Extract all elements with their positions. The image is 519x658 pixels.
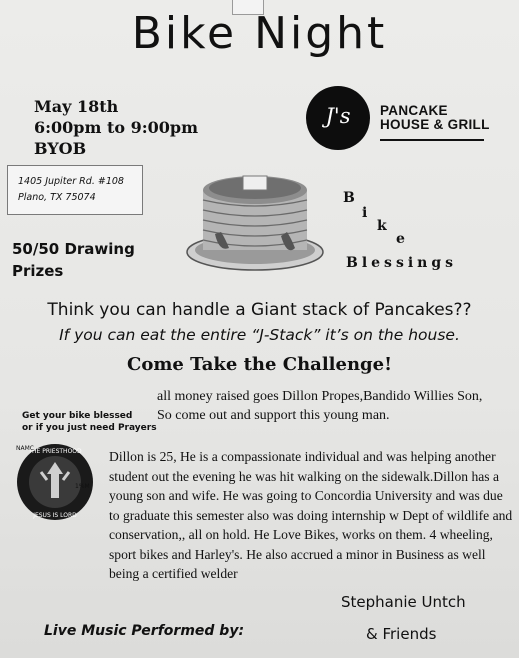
performer-line2: & Friends	[366, 625, 437, 643]
blessing-note-line2: or if you just need Prayers	[22, 423, 157, 433]
flyer-title: Bike Night	[131, 8, 388, 59]
drawing-prizes	[12, 238, 135, 282]
club-patch-icon	[13, 440, 97, 524]
performer-line1: Stephanie Untch	[341, 593, 466, 611]
event-time: 6:00pm to 9:00pm	[34, 118, 199, 137]
venue-name-line2: HOUSE & GRILL	[380, 117, 490, 132]
blessing-note-line1: Get your bike blessed	[22, 411, 133, 421]
venue-name-line1: PANCAKE	[380, 103, 448, 118]
venue-logo-name	[380, 104, 490, 146]
patch-left-text: NAMC	[16, 445, 34, 452]
blessing-letter: k	[377, 218, 387, 234]
logo-underline-icon	[380, 137, 484, 143]
pancake-stack-image	[185, 160, 325, 272]
blessing-word: Blessings	[346, 255, 457, 271]
event-date: May 18th	[34, 97, 119, 116]
blessing-letter: i	[362, 205, 368, 221]
blessing-letter: B	[343, 190, 355, 206]
blessing-note	[22, 410, 162, 434]
challenge-cta: Come Take the Challenge!	[127, 354, 392, 375]
dillon-story: Dillon is 25, He is a compassionate individual and was helping another student out the evening he was hit walking on the sidewalk.Dillon has a young son and wife. He was going to Concordia University and was due to graduate this semester also was doing internship w Dept of wildlife and conservation,, all on hold. He Love Bikes, works on them. 4 wheeling, sport bikes and Harley's. He also accrued a minor in Business as well being a certified welder	[109, 449, 513, 581]
patch-top-text: THE PRIESTHOOD	[28, 448, 82, 455]
challenge-headline: Think you can handle a Giant stack of Pancakes??	[47, 300, 472, 320]
patch-right-text: 1%M	[75, 483, 90, 490]
patch-bottom-text: JESUS IS LORD	[33, 512, 77, 519]
address-line2: Plano, TX 75074	[18, 192, 96, 203]
address-line1: 1405 Jupiter Rd. #108	[18, 176, 124, 187]
venue-logo-mark: J's	[306, 86, 370, 150]
challenge-subline: If you can eat the entire “J-Stack” it’s on the house.	[59, 326, 460, 344]
drawing-line2: Prizes	[12, 262, 64, 280]
blessing-letter: e	[396, 231, 405, 247]
event-note: BYOB	[34, 139, 87, 158]
address-box	[7, 165, 143, 215]
money-note: all money raised goes Dillon Propes,Bandido Willies Son, So come out and support this young man.	[157, 389, 483, 423]
live-music-label: Live Music Performed by:	[44, 623, 245, 639]
drawing-line1: 50/50 Drawing	[12, 240, 135, 258]
event-details	[34, 96, 198, 159]
